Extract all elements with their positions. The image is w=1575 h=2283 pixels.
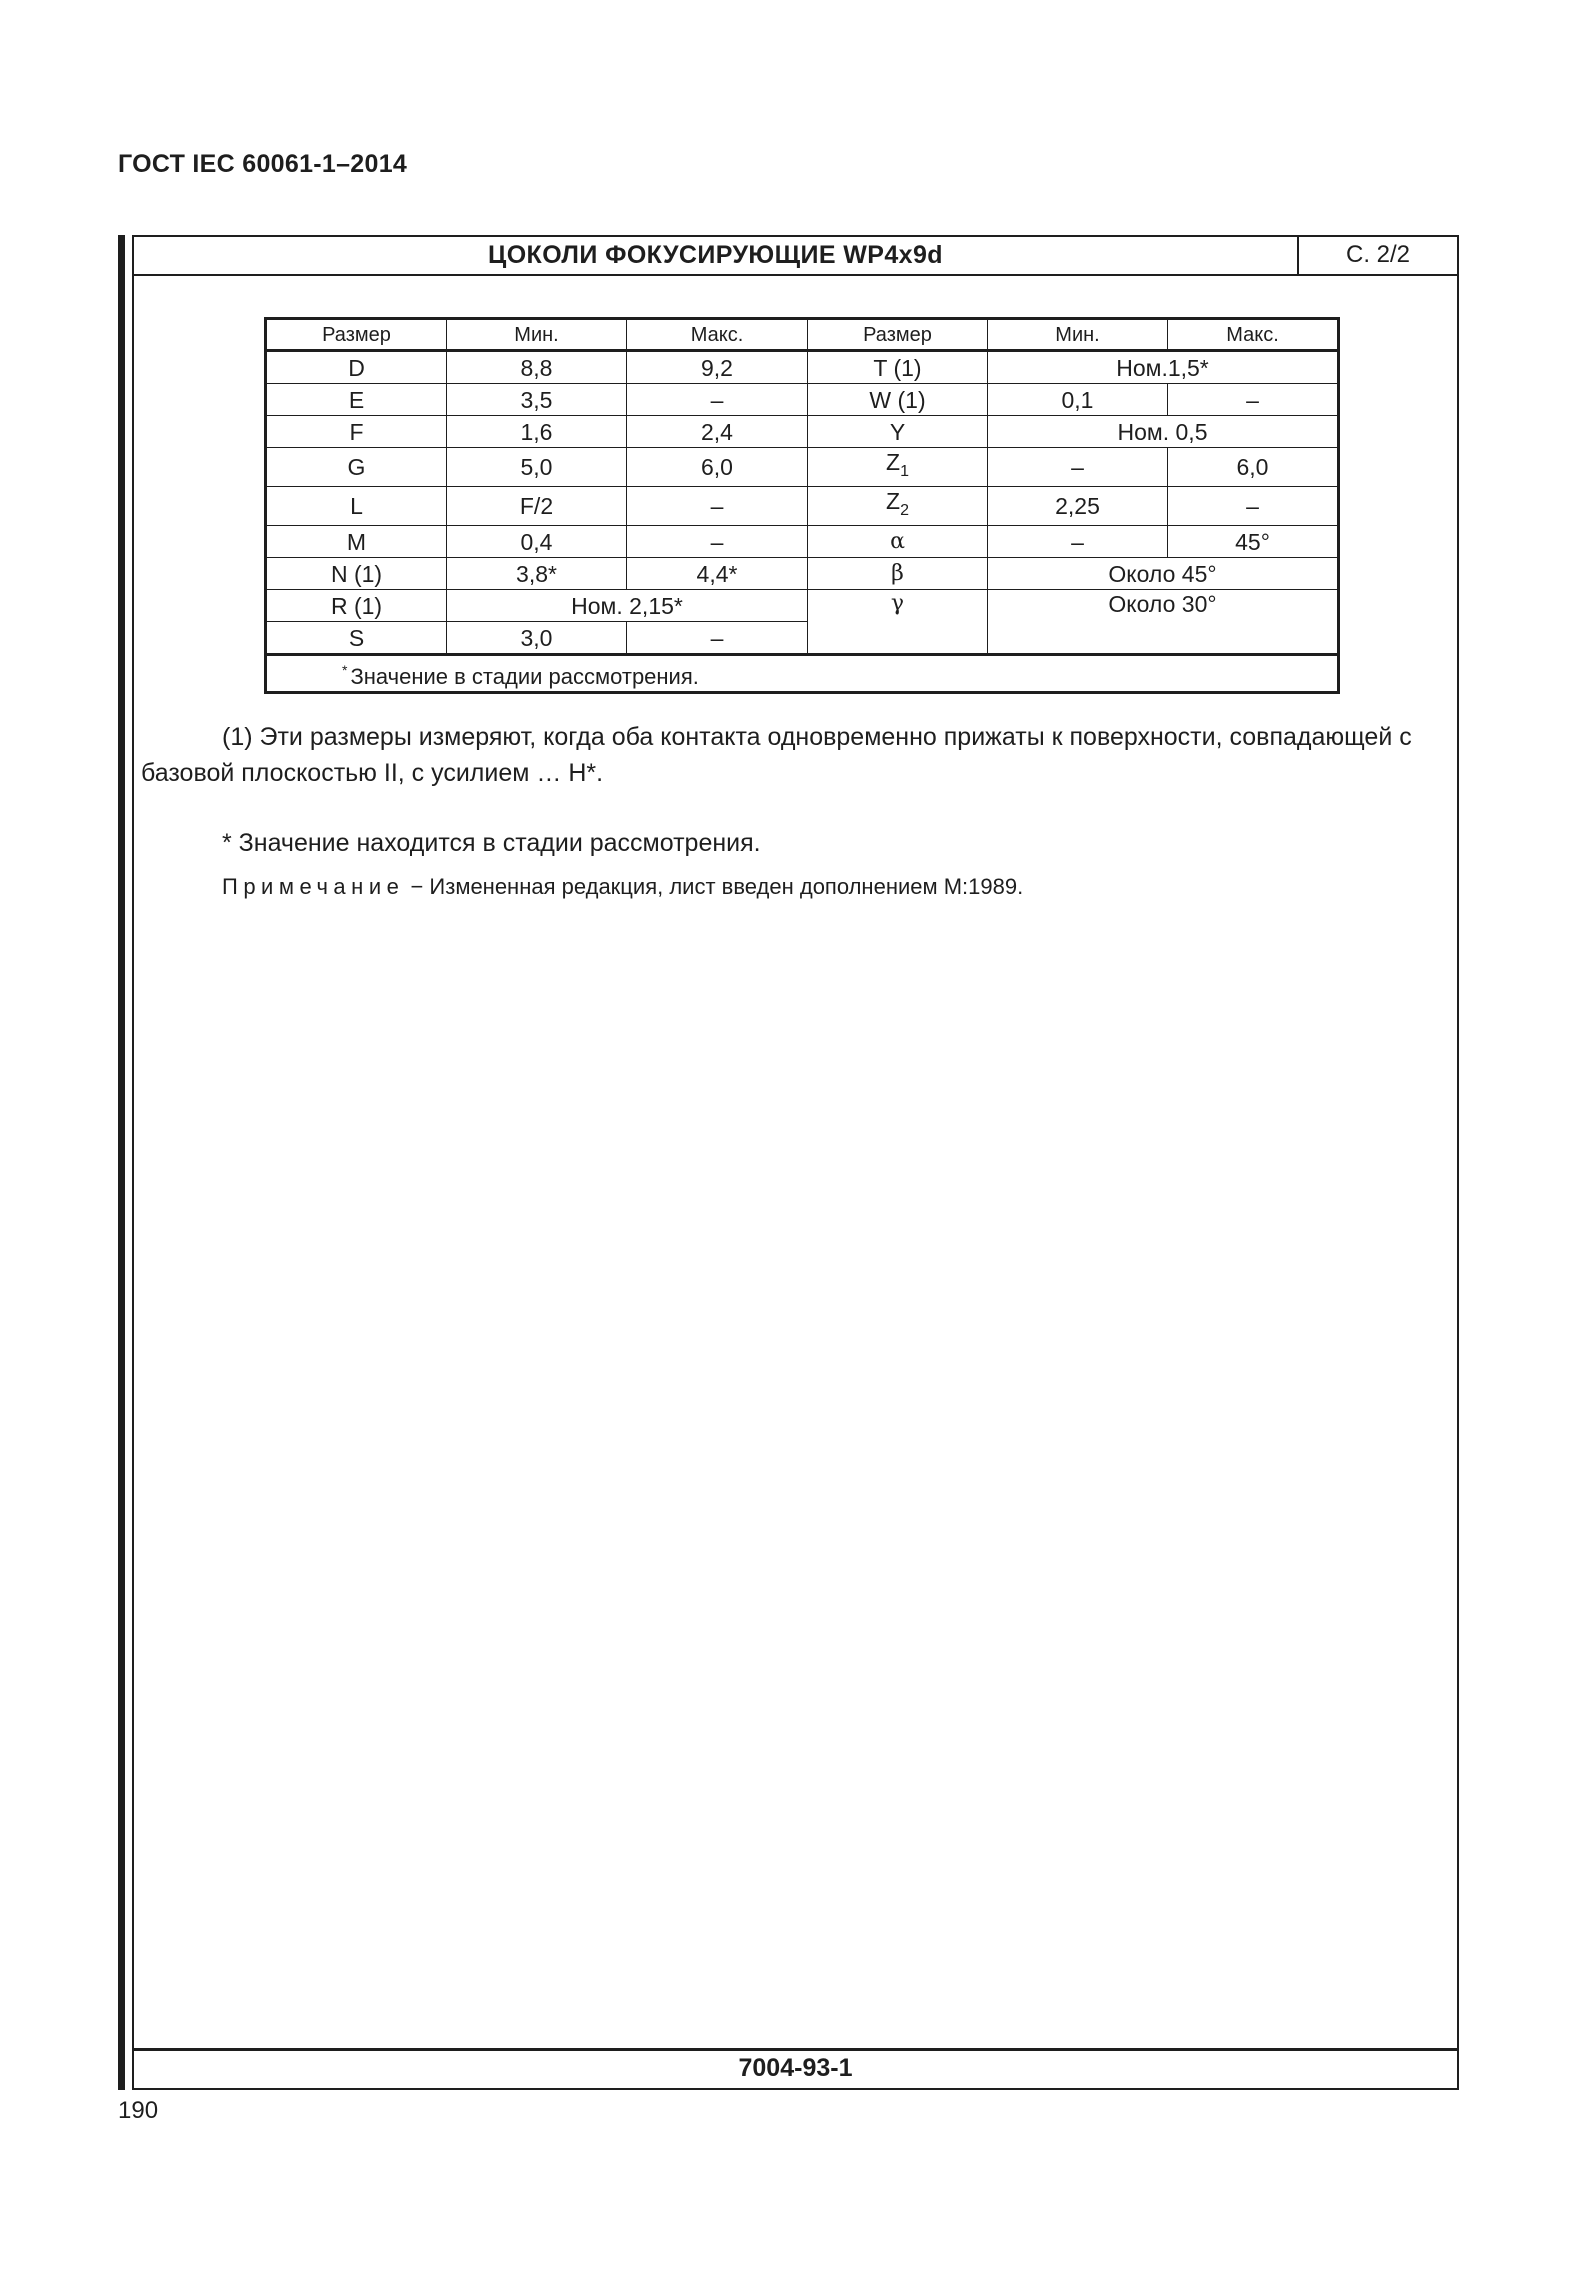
max-value: – [1168,384,1339,416]
table-row [266,448,1339,487]
table-row [266,526,1339,558]
nominal-value: Около 30° [988,590,1339,655]
dimension-label: E [266,384,447,416]
sheet-frame [132,235,1459,2090]
table-row [266,590,1339,622]
table-row [266,384,1339,416]
dimension-symbol: Z [886,449,901,475]
max-value: 6,0 [1168,448,1339,487]
dimension-label: G [266,448,447,487]
page-number: 190 [118,2097,159,2124]
column-header: Макс. [1168,319,1339,351]
sheet-code-footer: 7004-93-1 [134,2048,1457,2088]
min-value: 0,4 [447,526,627,558]
min-value: 5,0 [447,448,627,487]
min-value: 2,25 [988,487,1168,526]
dimension-label: L [266,487,447,526]
max-value: 6,0 [627,448,808,487]
table-row [266,416,1339,448]
max-value: – [627,487,808,526]
table-header-row [266,319,1339,351]
max-value: 45° [1168,526,1339,558]
min-value: F/2 [447,487,627,526]
max-value: – [627,384,808,416]
dimension-label [808,448,988,487]
min-value: 0,1 [988,384,1168,416]
footnote-mark: * [342,662,348,678]
max-value: – [1168,487,1339,526]
dimension-label: R (1) [266,590,447,622]
amendment-note [222,872,1023,902]
dimension-subscript: 2 [900,502,909,519]
dimension-label: D [266,351,447,384]
document-code-header: ГОСТ IEC 60061-1–2014 [118,150,408,178]
min-value: 3,5 [447,384,627,416]
dimension-note-paragraph: (1) Эти размеры измеряют, когда оба контакта одновременно прижаты к поверхности, совпадающей с базовой плоскостью II, с усилием … Н*. [141,723,1412,787]
column-header: Макс. [627,319,808,351]
max-value: 9,2 [627,351,808,384]
dimension-label: β [808,558,988,590]
column-header: Размер [266,319,447,351]
nominal-value: Около 45° [988,558,1339,590]
column-header: Мин. [988,319,1168,351]
sheet-title: ЦОКОЛИ ФОКУСИРУЮЩИЕ WP4x9d [488,241,943,269]
nominal-value: Ном. 2,15* [447,590,808,622]
dimension-label: α [808,526,988,558]
dimension-label: N (1) [266,558,447,590]
min-value: – [988,448,1168,487]
nominal-value: Ном. 0,5 [988,416,1339,448]
dimensions-table [264,317,1340,694]
sheet-page-number: С. 2/2 [1297,237,1457,274]
sheet-title-row [134,237,1457,276]
note-label: Примечание [222,874,405,899]
dimension-subscript: 1 [900,463,909,480]
asterisk-note-paragraph: * Значение находится в стадии рассмотрения. [222,829,761,857]
column-header: Мин. [447,319,627,351]
table-footnote-row [266,655,1339,693]
dimension-label: Y [808,416,988,448]
nominal-value: Ном.1,5* [988,351,1339,384]
dimension-label: T (1) [808,351,988,384]
column-header: Размер [808,319,988,351]
dimension-label: F [266,416,447,448]
table-footnote [266,655,1339,693]
left-margin-bar [118,235,125,2090]
note-text: − Измененная редакция, лист введен дополнением М:1989. [404,874,1024,899]
max-value: 4,4* [627,558,808,590]
table-row [266,558,1339,590]
min-value: 8,8 [447,351,627,384]
dimension-label: W (1) [808,384,988,416]
dimension-label: γ [808,590,988,655]
min-value: 3,0 [447,622,627,655]
dimension-label [808,487,988,526]
dimension-symbol: Z [886,488,901,514]
table-row [266,487,1339,526]
min-value: – [988,526,1168,558]
footnote-text: Значение в стадии рассмотрения. [350,664,699,689]
table-row [266,351,1339,384]
min-value: 3,8* [447,558,627,590]
max-value: 2,4 [627,416,808,448]
dimension-label: S [266,622,447,655]
dimension-label: M [266,526,447,558]
min-value: 1,6 [447,416,627,448]
max-value: – [627,622,808,655]
max-value: – [627,526,808,558]
